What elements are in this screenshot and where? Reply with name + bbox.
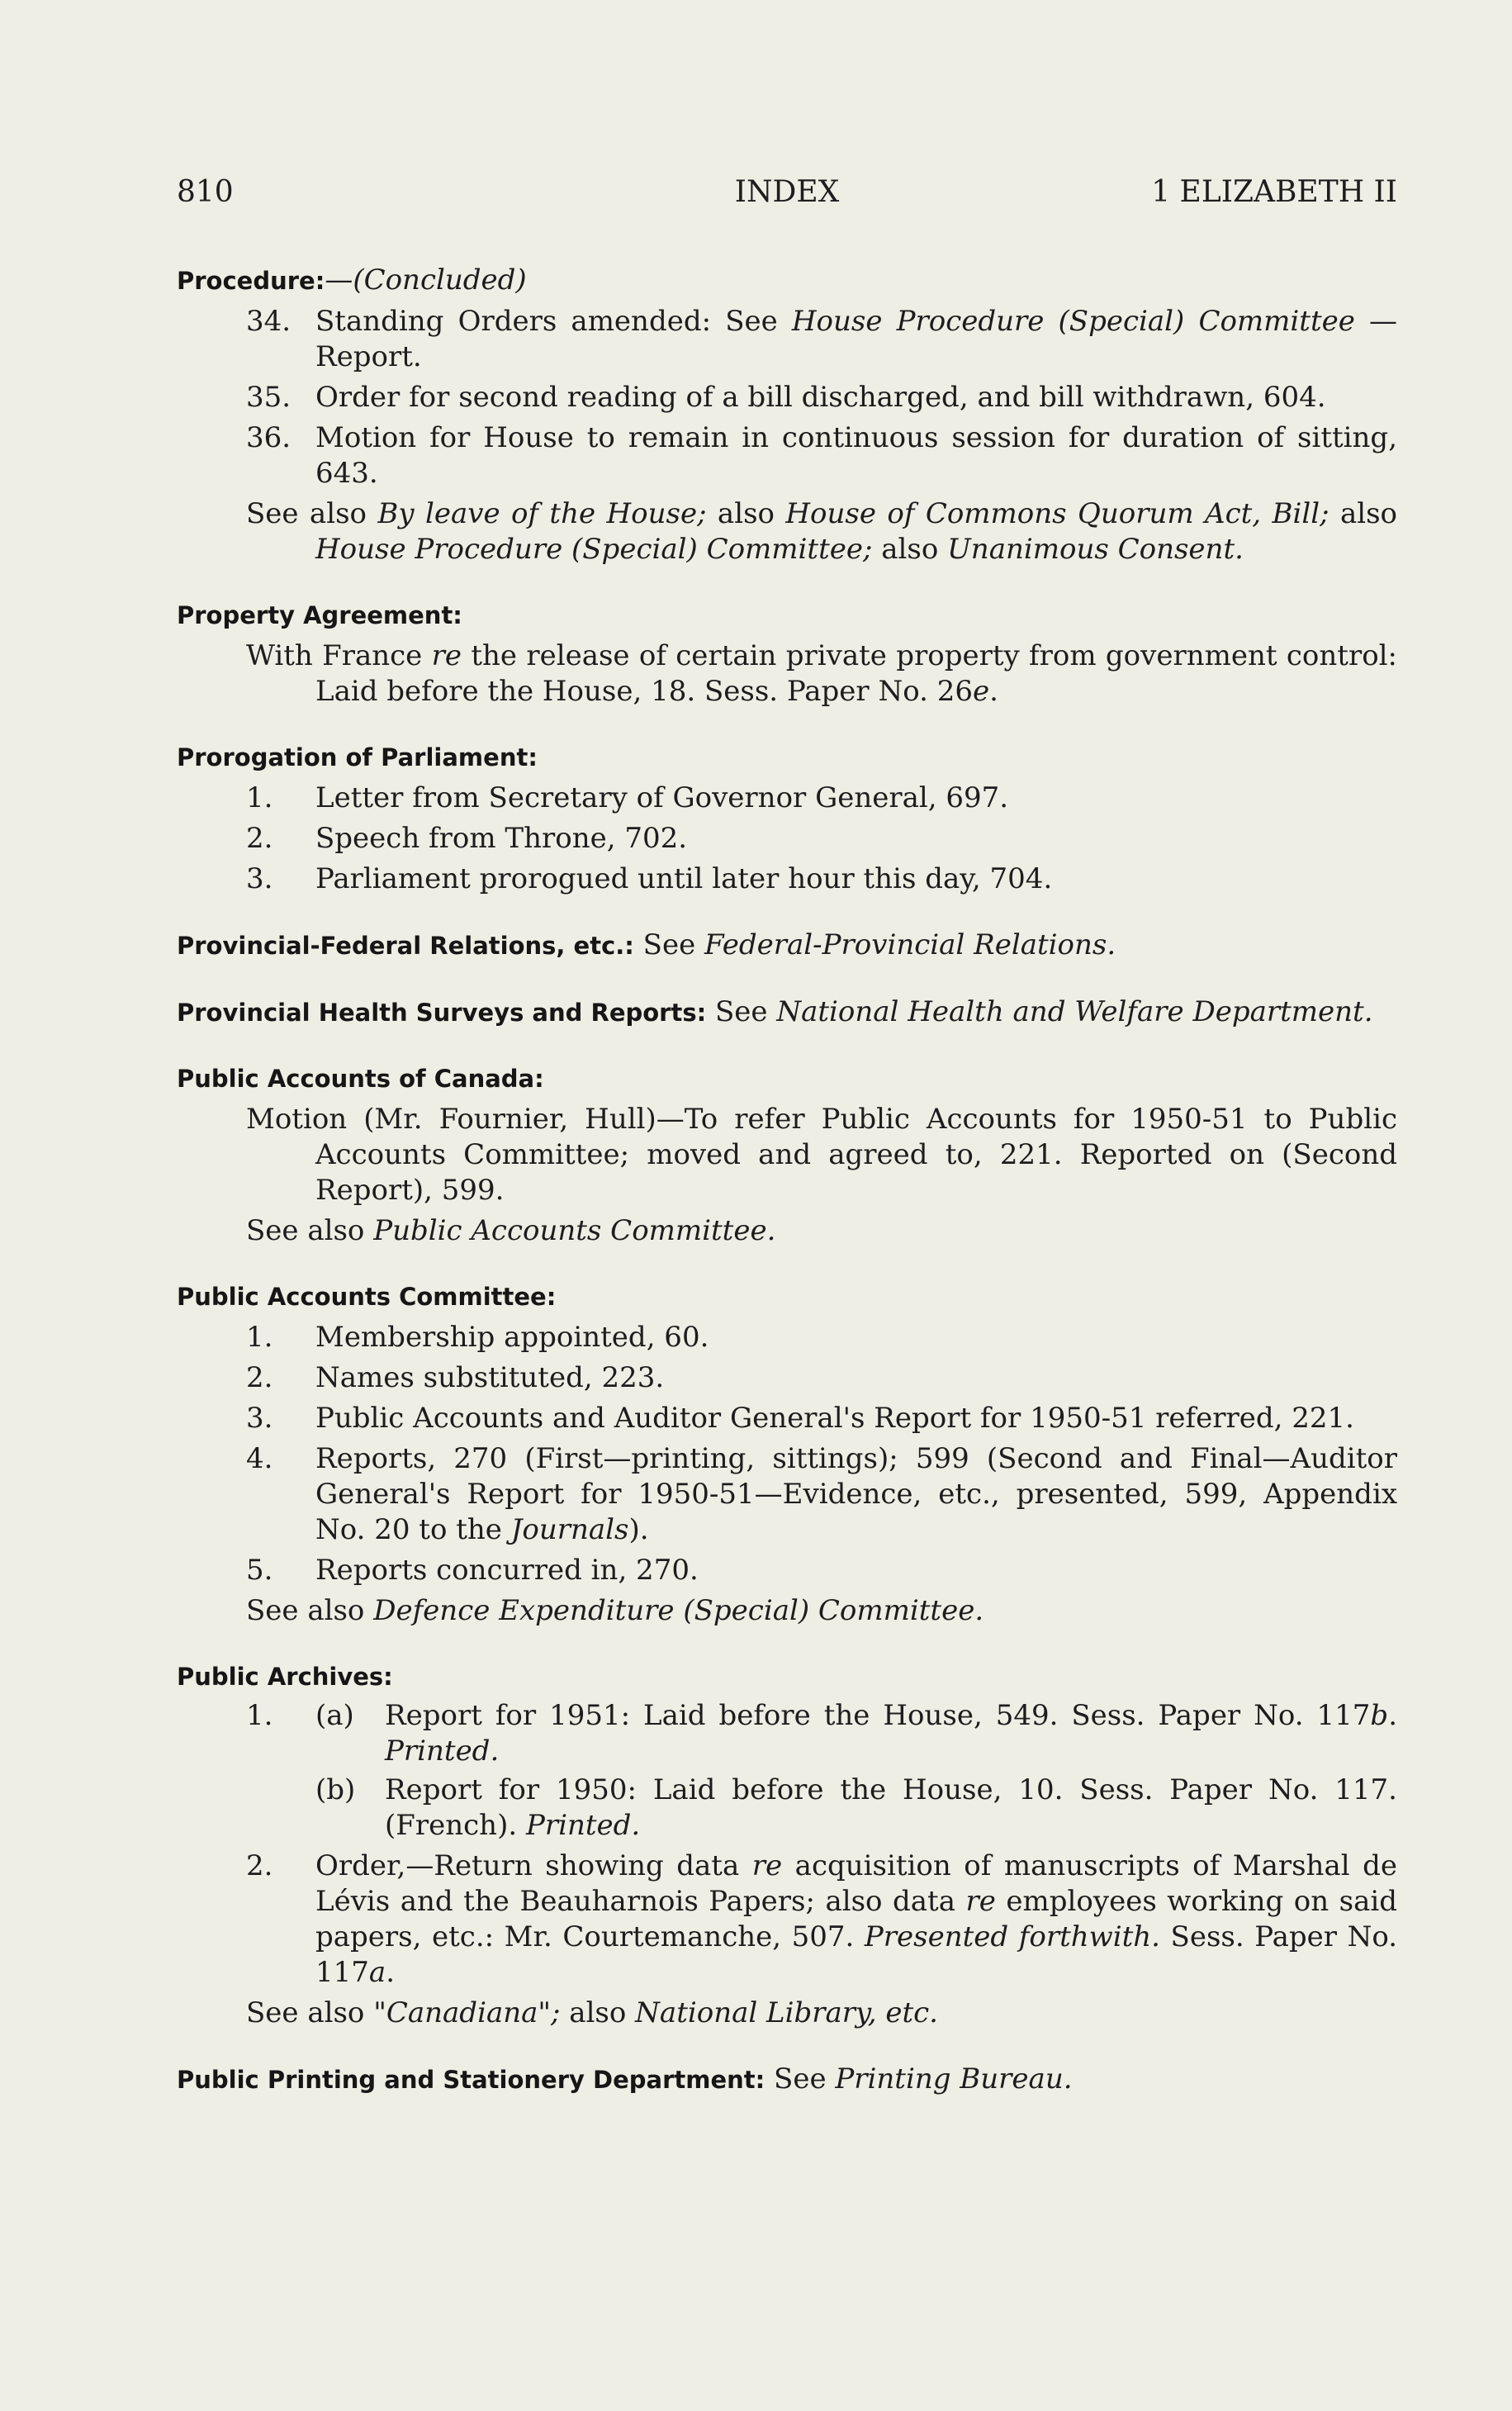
- list-item: [177, 420, 1397, 491]
- item-number: 2.: [246, 1849, 273, 1882]
- see-text: See: [706, 995, 777, 1028]
- list-item: [177, 861, 1397, 897]
- item-number: 34.: [246, 305, 291, 338]
- see-also: [177, 1593, 1397, 1629]
- entry-heading: Provincial Health Surveys and Reports:: [177, 999, 707, 1027]
- paper-suffix: e: [972, 675, 990, 708]
- item-number: 1.: [246, 1321, 273, 1354]
- item-number: 3.: [246, 1402, 273, 1435]
- sub-label: (a): [315, 1699, 354, 1732]
- sub-label: (b): [315, 1773, 356, 1806]
- see-also: [177, 1213, 1397, 1249]
- item-number: 3.: [246, 862, 273, 895]
- item-text: Sess. Paper No. 117: [315, 1920, 1398, 1989]
- see-text: See: [765, 2062, 836, 2095]
- see-ref: Federal-Provincial Relations.: [704, 928, 1116, 961]
- entry-heading: Procedure:: [177, 267, 325, 295]
- entry-prorogation: [177, 740, 1397, 897]
- sub-item: [177, 1773, 1397, 1844]
- entry-heading: Public Accounts Committee:: [177, 1283, 557, 1311]
- entry-public-archives: [177, 1659, 1397, 2031]
- printed-note: Printed.: [525, 1809, 641, 1842]
- continued-note: —(Concluded): [325, 263, 527, 297]
- entry-heading: Prorogation of Parliament:: [177, 743, 538, 771]
- list-item: [177, 1401, 1397, 1436]
- entry-public-accounts-committee: [177, 1279, 1397, 1629]
- see-also-text: also: [560, 1996, 636, 2029]
- sub-text: .: [1388, 1699, 1397, 1732]
- see-also-ref: By leave of the House;: [377, 497, 707, 530]
- entry-public-printing: [177, 2062, 1397, 2098]
- list-item: [177, 1849, 1397, 1991]
- entry-public-accounts-canada: [177, 1061, 1397, 1249]
- list-item: [177, 1360, 1397, 1396]
- index-content: [177, 263, 1397, 2129]
- item-text: .: [386, 1956, 395, 1989]
- entry-heading: Public Accounts of Canada:: [177, 1065, 544, 1093]
- text: .: [989, 675, 998, 708]
- item-text: Speech from Throne, 702.: [315, 822, 688, 855]
- see-ref: National Health and Welfare Department.: [776, 995, 1373, 1028]
- item-text: Parliament prorogued until later hour this day, 704.: [315, 862, 1053, 895]
- item-text: Public Accounts and Auditor General's Report for 1950-51 referred, 221.: [315, 1402, 1354, 1435]
- list-item: [177, 1441, 1397, 1548]
- see-also-ref: Defence Expenditure (Special) Committee.: [373, 1594, 984, 1627]
- entry-property-agreement: [177, 598, 1397, 710]
- re-word: re: [965, 1885, 996, 1918]
- see-also-text: See also: [246, 1594, 374, 1627]
- sub-text: Report for 1950: Laid before the House, 10. Sess. Paper No. 117. (French).: [385, 1773, 1397, 1842]
- see-also-ref: House of Commons Quorum Act, Bill;: [785, 497, 1330, 530]
- item-text: Reports concurred in, 270.: [315, 1554, 699, 1587]
- item-reference: House Procedure (Special) Committee: [791, 305, 1355, 338]
- list-item: [177, 781, 1397, 816]
- list-item: [177, 1553, 1397, 1588]
- entry-provincial-health: [177, 994, 1397, 1031]
- see-also-ref: Unanimous Consent.: [947, 533, 1244, 566]
- item-text: employees working on said papers, etc.: Mr. Courtemanche, 507.: [315, 1885, 1397, 1953]
- page-number: 810: [177, 175, 234, 209]
- sub-item: [177, 1698, 1397, 1769]
- sub-text: Report for 1951: Laid before the House, 549. Sess. Paper No. 117: [385, 1699, 1371, 1732]
- see-also: [177, 1996, 1397, 2031]
- item-number: 2.: [246, 822, 273, 855]
- entry-provincial-federal: [177, 928, 1397, 964]
- entry-procedure: [177, 263, 1397, 567]
- item-number: 1.: [246, 781, 273, 814]
- item-text: Standing Orders amended: See: [315, 305, 792, 338]
- printed-note: Printed.: [385, 1735, 500, 1768]
- see-also-text: See also: [246, 497, 378, 530]
- item-text: Motion for House to remain in continuous session for duration of sitting, 643.: [315, 421, 1397, 490]
- see-ref: Printing Bureau.: [835, 2062, 1073, 2095]
- see-also-ref: Public Accounts Committee.: [373, 1214, 776, 1247]
- paper-suffix: b: [1370, 1699, 1389, 1732]
- page-title: INDEX: [734, 175, 840, 209]
- text: the release of certain private property from government control: Laid before the House, 18. Sess. Paper No. 26: [315, 639, 1397, 708]
- entry-text: Motion (Mr. Fournier, Hull)—To refer Public Accounts for 1950-51 to Public Accounts Committee; moved and agreed to, 221. Reported on (Second Report), 599.: [246, 1103, 1397, 1207]
- entry-text: [177, 638, 1397, 710]
- re-word: re: [431, 639, 462, 672]
- list-item: [177, 821, 1397, 857]
- item-number: 2.: [246, 1361, 273, 1394]
- see-also-text: See also: [246, 1996, 374, 2029]
- item-text: acquisition of manuscripts of Marshal de Lévis and the Beauharnois Papers; also data: [315, 1849, 1397, 1918]
- see-also-text: also: [872, 533, 948, 566]
- running-head: 1 ELIZABETH II: [1151, 175, 1397, 209]
- see-text: See: [633, 928, 705, 961]
- item-text-end: —Report.: [315, 305, 1397, 373]
- item-text: Reports, 270 (First—printing, sittings); 599 (Second and Final—Auditor General's Report for 1950-51—Evidence, etc., presented, 599, Appendix No. 20 to the: [315, 1442, 1397, 1546]
- item-text-end: ).: [628, 1513, 649, 1546]
- see-also-text: also: [1329, 497, 1398, 530]
- entry-heading: Public Printing and Stationery Department:: [177, 2066, 765, 2094]
- entry-heading: Public Archives:: [177, 1663, 393, 1691]
- item-number: 35.: [246, 381, 291, 414]
- see-also: [177, 496, 1397, 567]
- item-number: 5.: [246, 1554, 273, 1587]
- entry-heading: Property Agreement:: [177, 601, 462, 629]
- item-text: Order,—Return showing data: [315, 1849, 752, 1882]
- see-also-ref: National Library, etc.: [635, 1996, 938, 2029]
- item-number: 36.: [246, 421, 291, 454]
- item-reference: Journals: [510, 1513, 629, 1546]
- see-also-ref: "Canadiana";: [373, 1996, 561, 2029]
- presented-note: Presented forthwith.: [864, 1920, 1160, 1953]
- see-also-ref: House Procedure (Special) Committee;: [315, 533, 873, 566]
- list-item: [177, 304, 1397, 375]
- see-also-text: also: [706, 497, 786, 530]
- item-text: Letter from Secretary of Governor General, 697.: [315, 781, 1009, 814]
- item-text: Membership appointed, 60.: [315, 1321, 709, 1354]
- text: With France: [246, 639, 432, 672]
- item-number: 4.: [246, 1442, 273, 1475]
- page-header: [177, 175, 1397, 216]
- paper-suffix: a: [368, 1956, 386, 1989]
- see-also-text: See also: [246, 1214, 374, 1247]
- item-number: 1.: [246, 1699, 273, 1732]
- item-text: Names substituted, 223.: [315, 1361, 665, 1394]
- list-item: [177, 1320, 1397, 1355]
- list-item: [177, 380, 1397, 415]
- entry-heading: Provincial-Federal Relations, etc.:: [177, 932, 634, 960]
- re-word: re: [751, 1849, 783, 1882]
- item-text: Order for second reading of a bill discharged, and bill withdrawn, 604.: [315, 381, 1326, 414]
